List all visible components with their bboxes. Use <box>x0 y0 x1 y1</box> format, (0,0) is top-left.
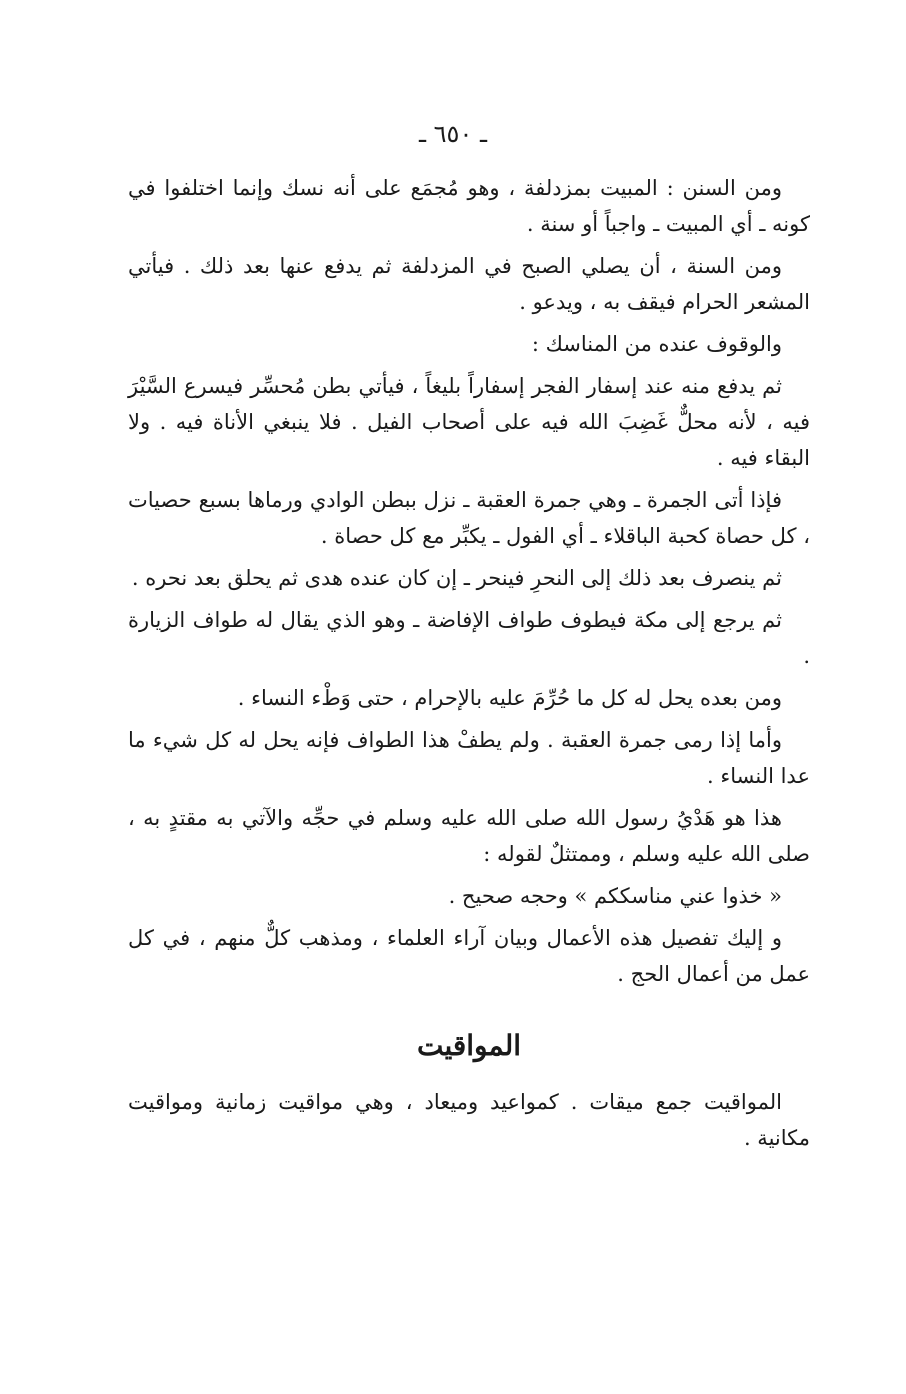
page-body <box>128 170 810 1162</box>
paragraph: والوقوف عنده من المناسك : <box>531 332 782 356</box>
paragraph: هذا هو هَدْيُ رسول الله صلى الله عليه وسلم في حجِّه والآتي به مقتدٍ به ، صلى الله عليه وسلم ، وممتثلٌ لقوله : <box>128 806 810 866</box>
page-number: ـ ٦٥٠ ـ <box>418 120 487 148</box>
paragraph: ومن بعده يحل له كل ما حُرِّمَ عليه بالإحرام ، حتى وَطْء النساء . <box>237 686 782 710</box>
paragraph: المواقيت جمع ميقات . كمواعيد وميعاد ، وهي مواقيت زمانية ومواقيت مكانية . <box>128 1090 810 1150</box>
paragraph: ومن السنة ، أن يصلي الصبح في المزدلفة ثم يدفع عنها بعد ذلك . فيأتي المشعر الحرام فيقف به ، ويدعو . <box>128 254 810 314</box>
paragraph: ثم يرجع إلى مكة فيطوف طواف الإفاضة ـ وهو الذي يقال له طواف الزيارة . <box>128 608 810 668</box>
paragraph: ومن السنن : المبيت بمزدلفة ، وهو مُجمَع على أنه نسك وإنما اختلفوا في كونه ـ أي المبيت ـ واجباً أو سنة . <box>128 176 810 236</box>
paragraph: « خذوا عني مناسككم » وحجه صحيح . <box>448 884 782 908</box>
paragraph: وأما إذا رمى جمرة العقبة . ولم يطفْ هذا الطواف فإنه يحل له كل شيء ما عدا النساء . <box>128 728 810 788</box>
paragraph: و إليك تفصيل هذه الأعمال وبيان آراء العلماء ، ومذهب كلٌّ منهم ، في كل عمل من أعمال الحج . <box>128 926 810 986</box>
section-title: المواقيت <box>416 1029 522 1062</box>
paragraph: ثم يدفع منه عند إسفار الفجر إسفاراً بليغاً ، فيأتي بطن مُحسِّر فيسرع السَّيْرَ فيه ، لأنه محلٌّ غَضِبَ الله فيه على أصحاب الفيل . فلا ينبغي الأناة فيه . ولا البقاء فيه . <box>128 374 810 470</box>
paragraph: ثم ينصرف بعد ذلك إلى النحرِ فينحر ـ إن كان عنده هدى ثم يحلق بعد نحره . <box>131 566 782 590</box>
paragraph: فإذا أتى الجمرة ـ وهي جمرة العقبة ـ نزل ببطن الوادي ورماها بسبع حصيات ، كل حصاة كحبة الباقلاء ـ أي الفول ـ يكبِّر مع كل حصاة . <box>128 488 810 548</box>
